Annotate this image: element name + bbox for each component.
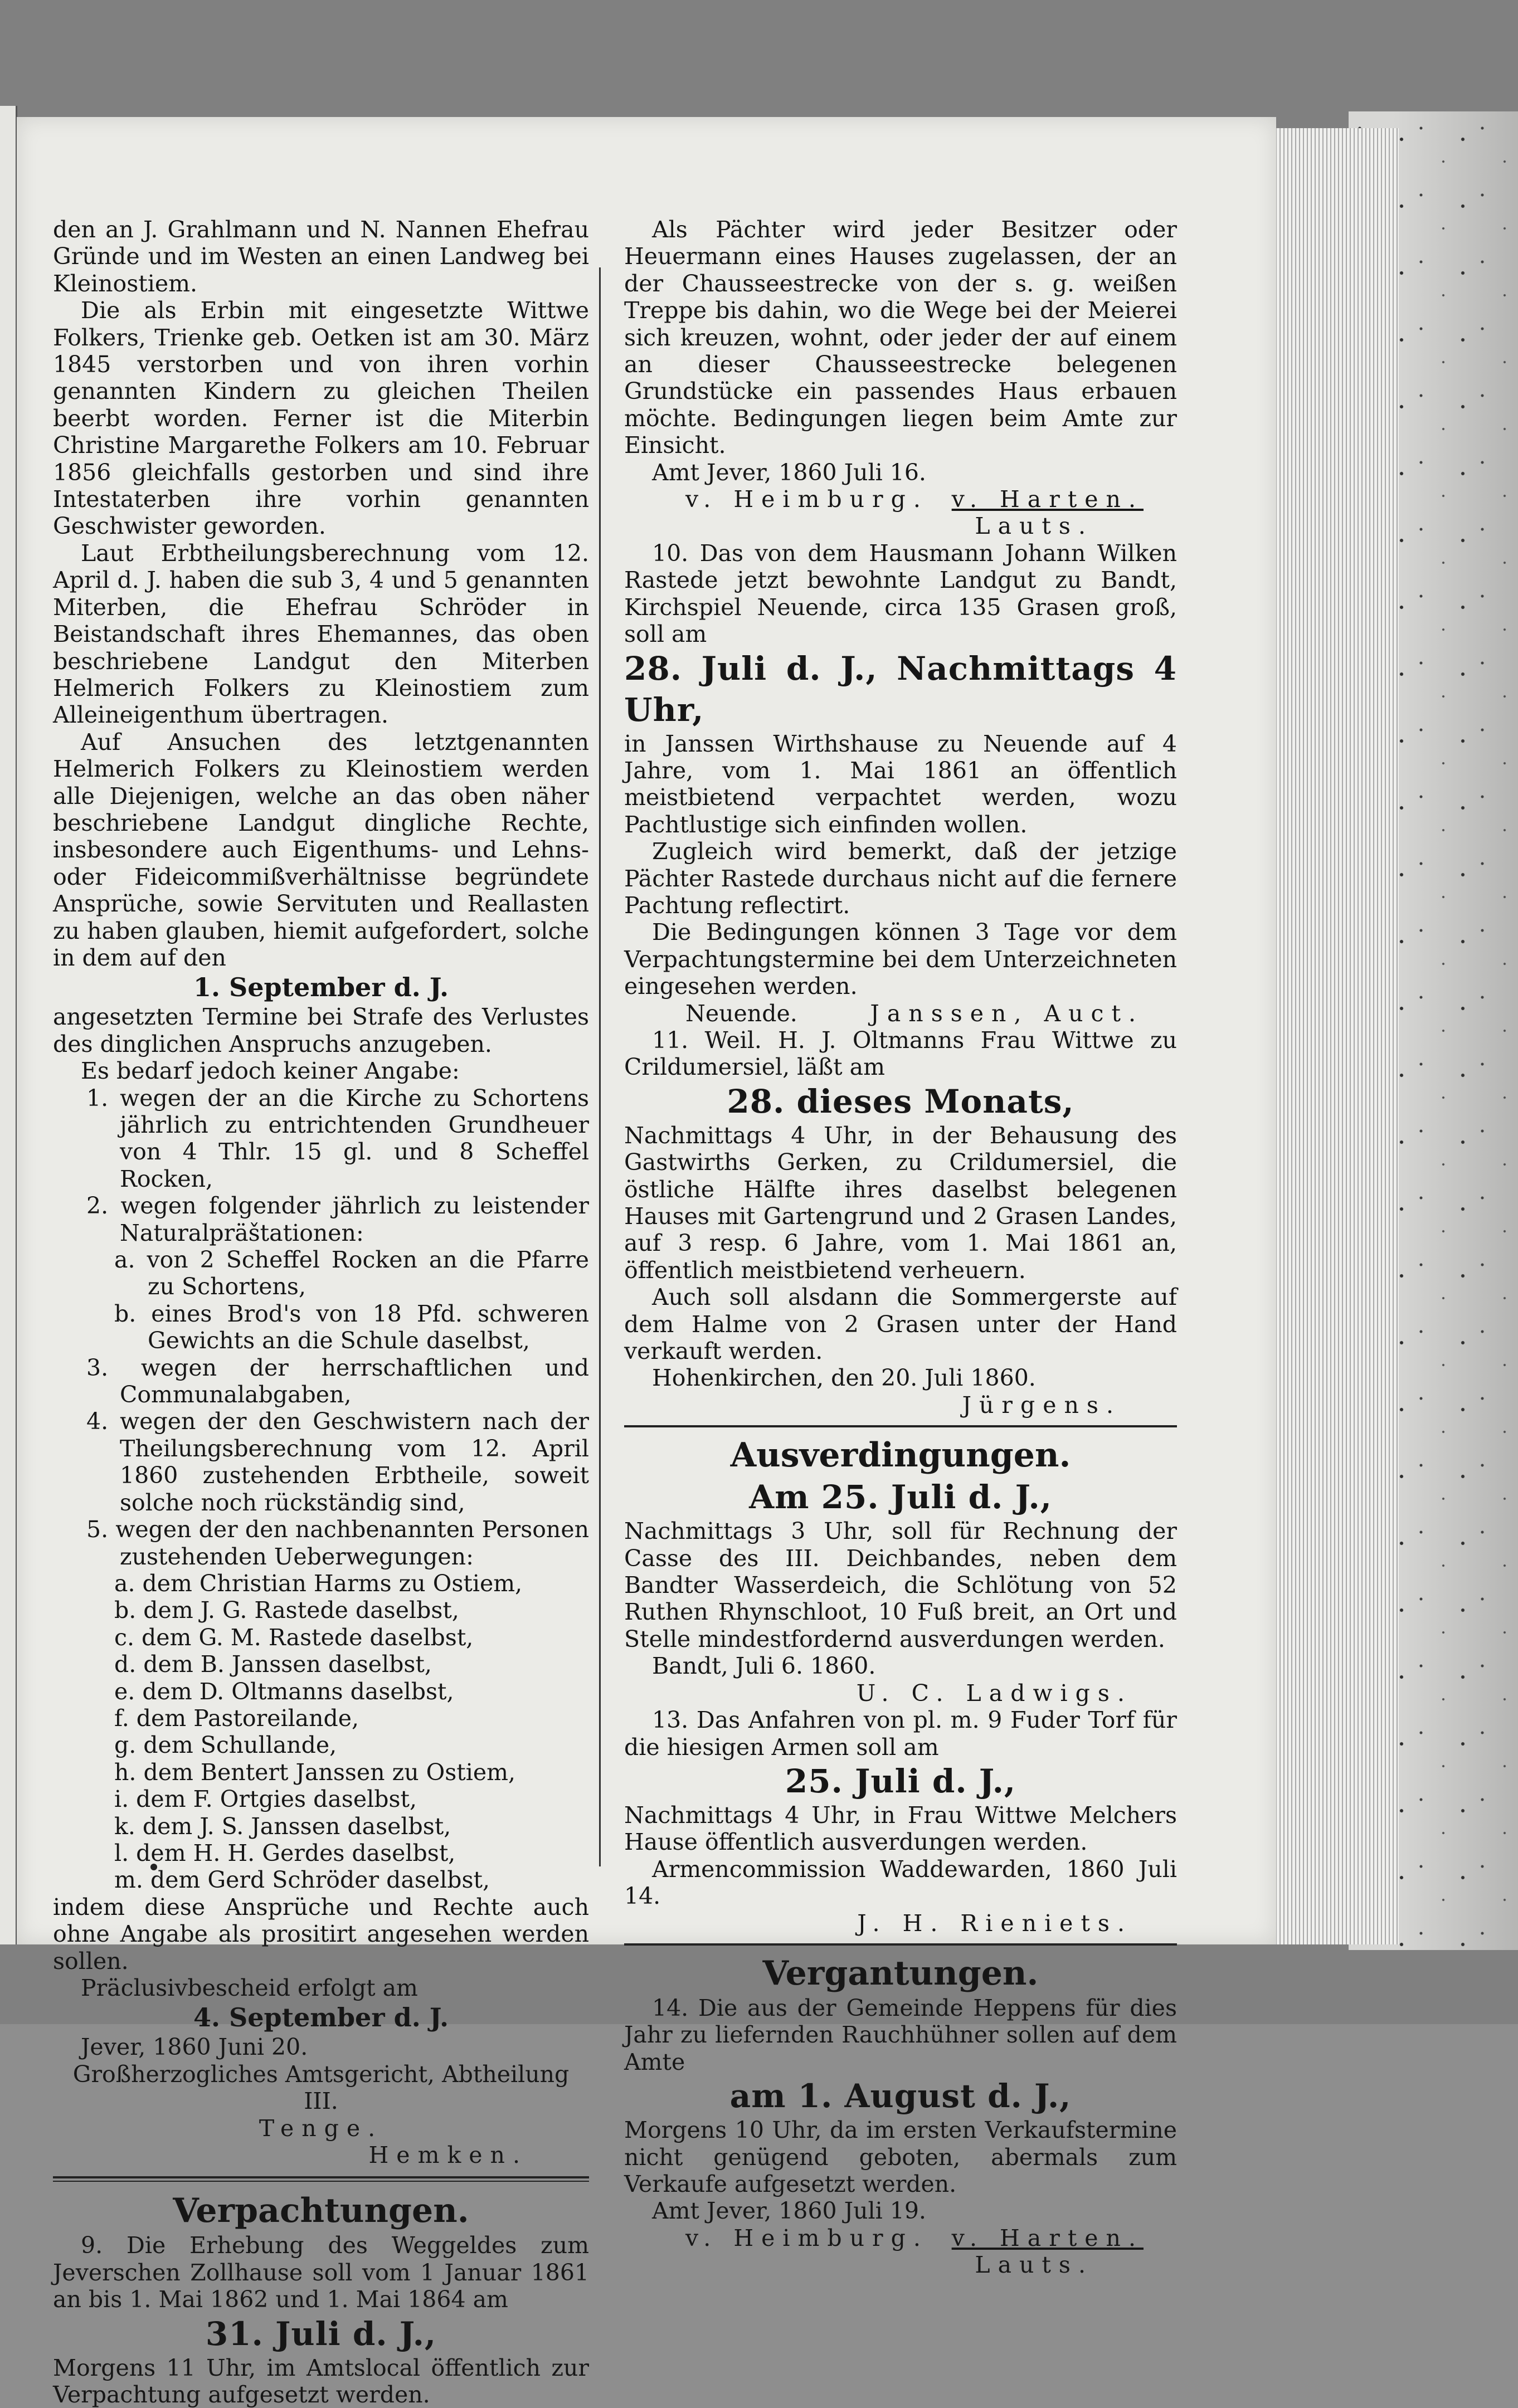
place-date: Bandt, Juli 6. 1860. [652,1653,876,1680]
date-heading: 28. Juli d. J., Nachmittags 4 Uhr, [624,649,1177,729]
paragraph: 9. Die Erhebung des Weggeldes zum Jeverschen Zollhause soll vom 1 Januar 1861 an bis 1. Mai 1862 und 1. Mai 1864 am [53,2232,589,2313]
person-item: m. dem Gerd Schröder daselbst, [114,1866,490,1894]
paragraph: Nachmittags 4 Uhr, in der Behausung des Gastwirths Gerken, zu Crildumersiel, die östliche Hälfte ihres daselbst belegenen Hauses mit Gartengrund und 2 Grasen Landes, auf 3 resp. 6 Jahre, vom 1. Mai 1861 an, öffentlich meistbietend verheuern. [624,1122,1177,1284]
section-heading: Verpachtungen. [173,2191,469,2231]
signature: v. Heimburg. [685,486,928,513]
list-subitem: b. eines Brod's von 18 Pfd. schweren Gewichts an die Schule daselbst, [114,1300,589,1354]
person-item: b. dem J. G. Rastede daselbst, [114,1597,459,1624]
signature: Lauts. [975,513,1093,540]
paragraph: angesetzten Termine bei Strafe des Verlustes des dinglichen Anspruchs anzugeben. [53,1003,589,1057]
section-rule [53,2176,589,2182]
signature: v. Harten. [951,2224,1144,2251]
person-item: f. dem Pastoreilande, [114,1704,359,1732]
signature-row [624,1000,1177,1027]
paragraph: Präclusivbescheid erfolgt am [81,1975,418,2001]
paragraph: Zugleich wird bemerkt, daß der jetzige Pächter Rastede durchaus nicht auf die fernere Pachtung reflectirt. [624,838,1177,919]
paragraph: Nachmittags 3 Uhr, soll für Rechnung der Casse des III. Deichbandes, neben dem Bandter Wasserdeich, die Schlötung von 52 Ruthen Rhynschloot, 10 Fuß breit, an Ort und Stelle mindestfordernd ausverdungen werden. [624,1518,1177,1653]
date-heading: am 1. August d. J., [729,2077,1072,2115]
page-stack-edges [1265,128,1399,1944]
list-item: 2. wegen folgender jährlich zu leistender Naturalpräštationen: [86,1192,589,1246]
list-item: 3. wegen der herrschaftlichen und Communalabgaben, [86,1354,589,1408]
place-date: Amt Jever, 1860 Juli 19. [652,2197,926,2225]
paragraph: 10. Das von dem Hausmann Johann Wilken Rastede jetzt bewohnte Landgut zu Bandt, Kirchspiel Neuende, circa 135 Grasen groß, soll am [624,539,1177,648]
signature-row [624,2225,1177,2251]
right-column [624,216,1177,2279]
paragraph: indem diese Ansprüche und Rechte auch ohne Angabe als prositirt angesehen werden sollen. [53,1893,589,1975]
list-item: 1. wegen der an die Kirche zu Schortens jährlich zu entrichtenden Grundheuer von 4 Thlr. 15 gl. und 8 Scheffel Rocken, [86,1084,589,1192]
paragraph: Als Pächter wird jeder Besitzer oder Heuermann eines Hauses zugelassen, der an der Chausseestrecke von der s. g. weißen Treppe bis dahin, wo die Wege bei der Meierei sich kreuzen, wohnt, oder jeder der auf einem an dieser Chausseestrecke belegenen Grundstücke ein passendes Haus erbauen möchte. Bedingungen liegen beim Amte zur Einsicht. [624,216,1177,459]
paragraph: Die als Erbin mit eingesetzte Wittwe Folkers, Trienke geb. Oetken ist am 30. März 1845 verstorben und von ihren vorhin genannten Kindern zu gleichen Theilen beerbt worden. Ferner ist die Miterbin Christine Margarethe Folkers am 10. Februar 1856 gleichfalls gestorben und sind ihre Intestaterben ihre vorhin genannten Geschwister geworden. [53,297,589,540]
signature-row [624,486,1177,513]
date-heading: 31. Juli d. J., [205,2314,437,2353]
signature: Jürgens. [962,1391,1121,1419]
list-subitem: a. von 2 Scheffel Rocken an die Pfarre zu Schortens, [114,1246,589,1300]
signature: Tenge. [259,2114,383,2142]
date-heading: 4. September d. J. [193,2002,449,2033]
place-date: Hohenkirchen, den 20. Juli 1860. [652,1364,1036,1392]
date-heading: 1. September d. J. [193,972,449,1003]
left-column [53,216,589,2408]
person-item: c. dem G. M. Rastede daselbst, [114,1624,474,1651]
date-heading: 28. dieses Monats, [727,1082,1074,1120]
paragraph: 13. Das Anfahren von pl. m. 9 Fuder Torf für die hiesigen Armen soll am [624,1707,1177,1761]
cover-shadow [1393,111,1518,1950]
person-item: l. dem H. H. Gerdes daselbst, [114,1839,456,1866]
paragraph: Die Bedingungen können 3 Tage vor dem Verpachtungstermine bei dem Unterzeichneten eingesehen werden. [624,919,1177,1000]
section-heading: Ausverdingungen. [730,1436,1071,1475]
paragraph: Morgens 11 Uhr, im Amtslocal öffentlich zur Verpachtung aufgesetzt werden. [53,2354,589,2408]
previous-page-edge [0,106,17,1944]
person-item: i. dem F. Ortgies daselbst, [114,1786,417,1813]
signature: Lauts. [975,2251,1093,2279]
place-date: Armencommission Waddewarden, 1860 Juli 14. [624,1855,1177,1910]
date-heading: 25. Juli d. J., [785,1762,1016,1800]
section-rule [624,1425,1177,1427]
place: Neuende. [685,1000,797,1027]
signature: Hemken. [368,2142,528,2169]
person-item: d. dem B. Janssen daselbst, [114,1651,432,1678]
place-date: Amt Jever, 1860 Juli 16. [652,459,926,486]
list-item: 4. wegen der den Geschwistern nach der Theilungsberechnung vom 12. April 1860 zustehenden Erbtheile, soweit solche noch rückständig sind, [86,1408,589,1516]
person-item: h. dem Bentert Janssen zu Ostiem, [114,1758,516,1786]
signature: v. Heimburg. [685,2224,928,2251]
paragraph: Auch soll alsdann die Sommergerste auf dem Halme von 2 Grasen unter der Hand verkauft werden. [624,1284,1177,1365]
paragraph: Nachmittags 4 Uhr, in Frau Wittwe Melchers Hause öffentlich ausverdungen werden. [624,1801,1177,1856]
signature: J. H. Rieniets. [857,1909,1132,1937]
column-divider [599,267,601,1866]
paragraph: 14. Die aus der Gemeinde Heppens für dies Jahr zu liefernden Rauchhühner sollen auf dem Amte [624,1994,1177,2075]
signature: Janssen, Auct. [870,1000,1144,1027]
signature: v. Harten. [951,486,1144,513]
signature: U. C. Ladwigs. [856,1679,1132,1707]
court-name: Großherzogliches Amtsgericht, Abtheilung III. [72,2060,570,2115]
paragraph: den an J. Grahlmann und N. Nannen Ehefrau Gründe und im Westen an einen Landweg bei Kleinostiem. [53,216,589,297]
person-item: a. dem Christian Harms zu Ostiem, [114,1569,523,1597]
paragraph: Laut Erbtheilungsberechnung vom 12. April d. J. haben die sub 3, 4 und 5 genannten Miterben, die Ehefrau Schröder in Beistandschaft ihres Ehemannes, das oben beschriebene Landgut den Miterben Helmerich Folkers zu Kleinostiem zum Alleineigenthum übertragen. [53,539,589,729]
person-item: k. dem J. S. Janssen daselbst, [114,1812,451,1840]
paragraph: Morgens 10 Uhr, da im ersten Verkaufstermine nicht genügend geboten, abermals zum Verkaufe aufgesetzt werden. [624,2117,1177,2197]
person-item: g. dem Schullande, [114,1732,337,1759]
paragraph: Auf Ansuchen des letztgenannten Helmerich Folkers zu Kleinostiem werden alle Diejenigen, welche an das oben näher beschriebene Landgut dingliche Rechte, insbesondere auch Eigenthums- und Lehns- oder Fideicommißverhältnisse begründete Ansprüche, sowie Servituten und Reallasten zu haben glauben, hiemit aufgefordert, solche in dem auf den [53,728,589,971]
date-heading: Am 25. Juli d. J., [749,1478,1052,1517]
paragraph: 11. Weil. H. J. Oltmanns Frau Wittwe zu Crildumersiel, läßt am [624,1026,1177,1081]
paragraph: Es bedarf jedoch keiner Angabe: [81,1057,460,1085]
person-item: e. dem D. Oltmanns daselbst, [114,1678,454,1705]
section-rule [624,1943,1177,1946]
list-item: 5. wegen der den nachbenannten Personen zustehenden Ueberwegungen: [86,1516,589,1570]
section-heading: Vergantungen. [762,1953,1039,1993]
paragraph: in Janssen Wirthshause zu Neuende auf 4 Jahre, vom 1. Mai 1861 an öffentlich meistbietend verpachtet werden, wozu Pachtlustige sich einfinden wollen. [624,730,1177,838]
place-date: Jever, 1860 Juni 20. [81,2034,308,2061]
